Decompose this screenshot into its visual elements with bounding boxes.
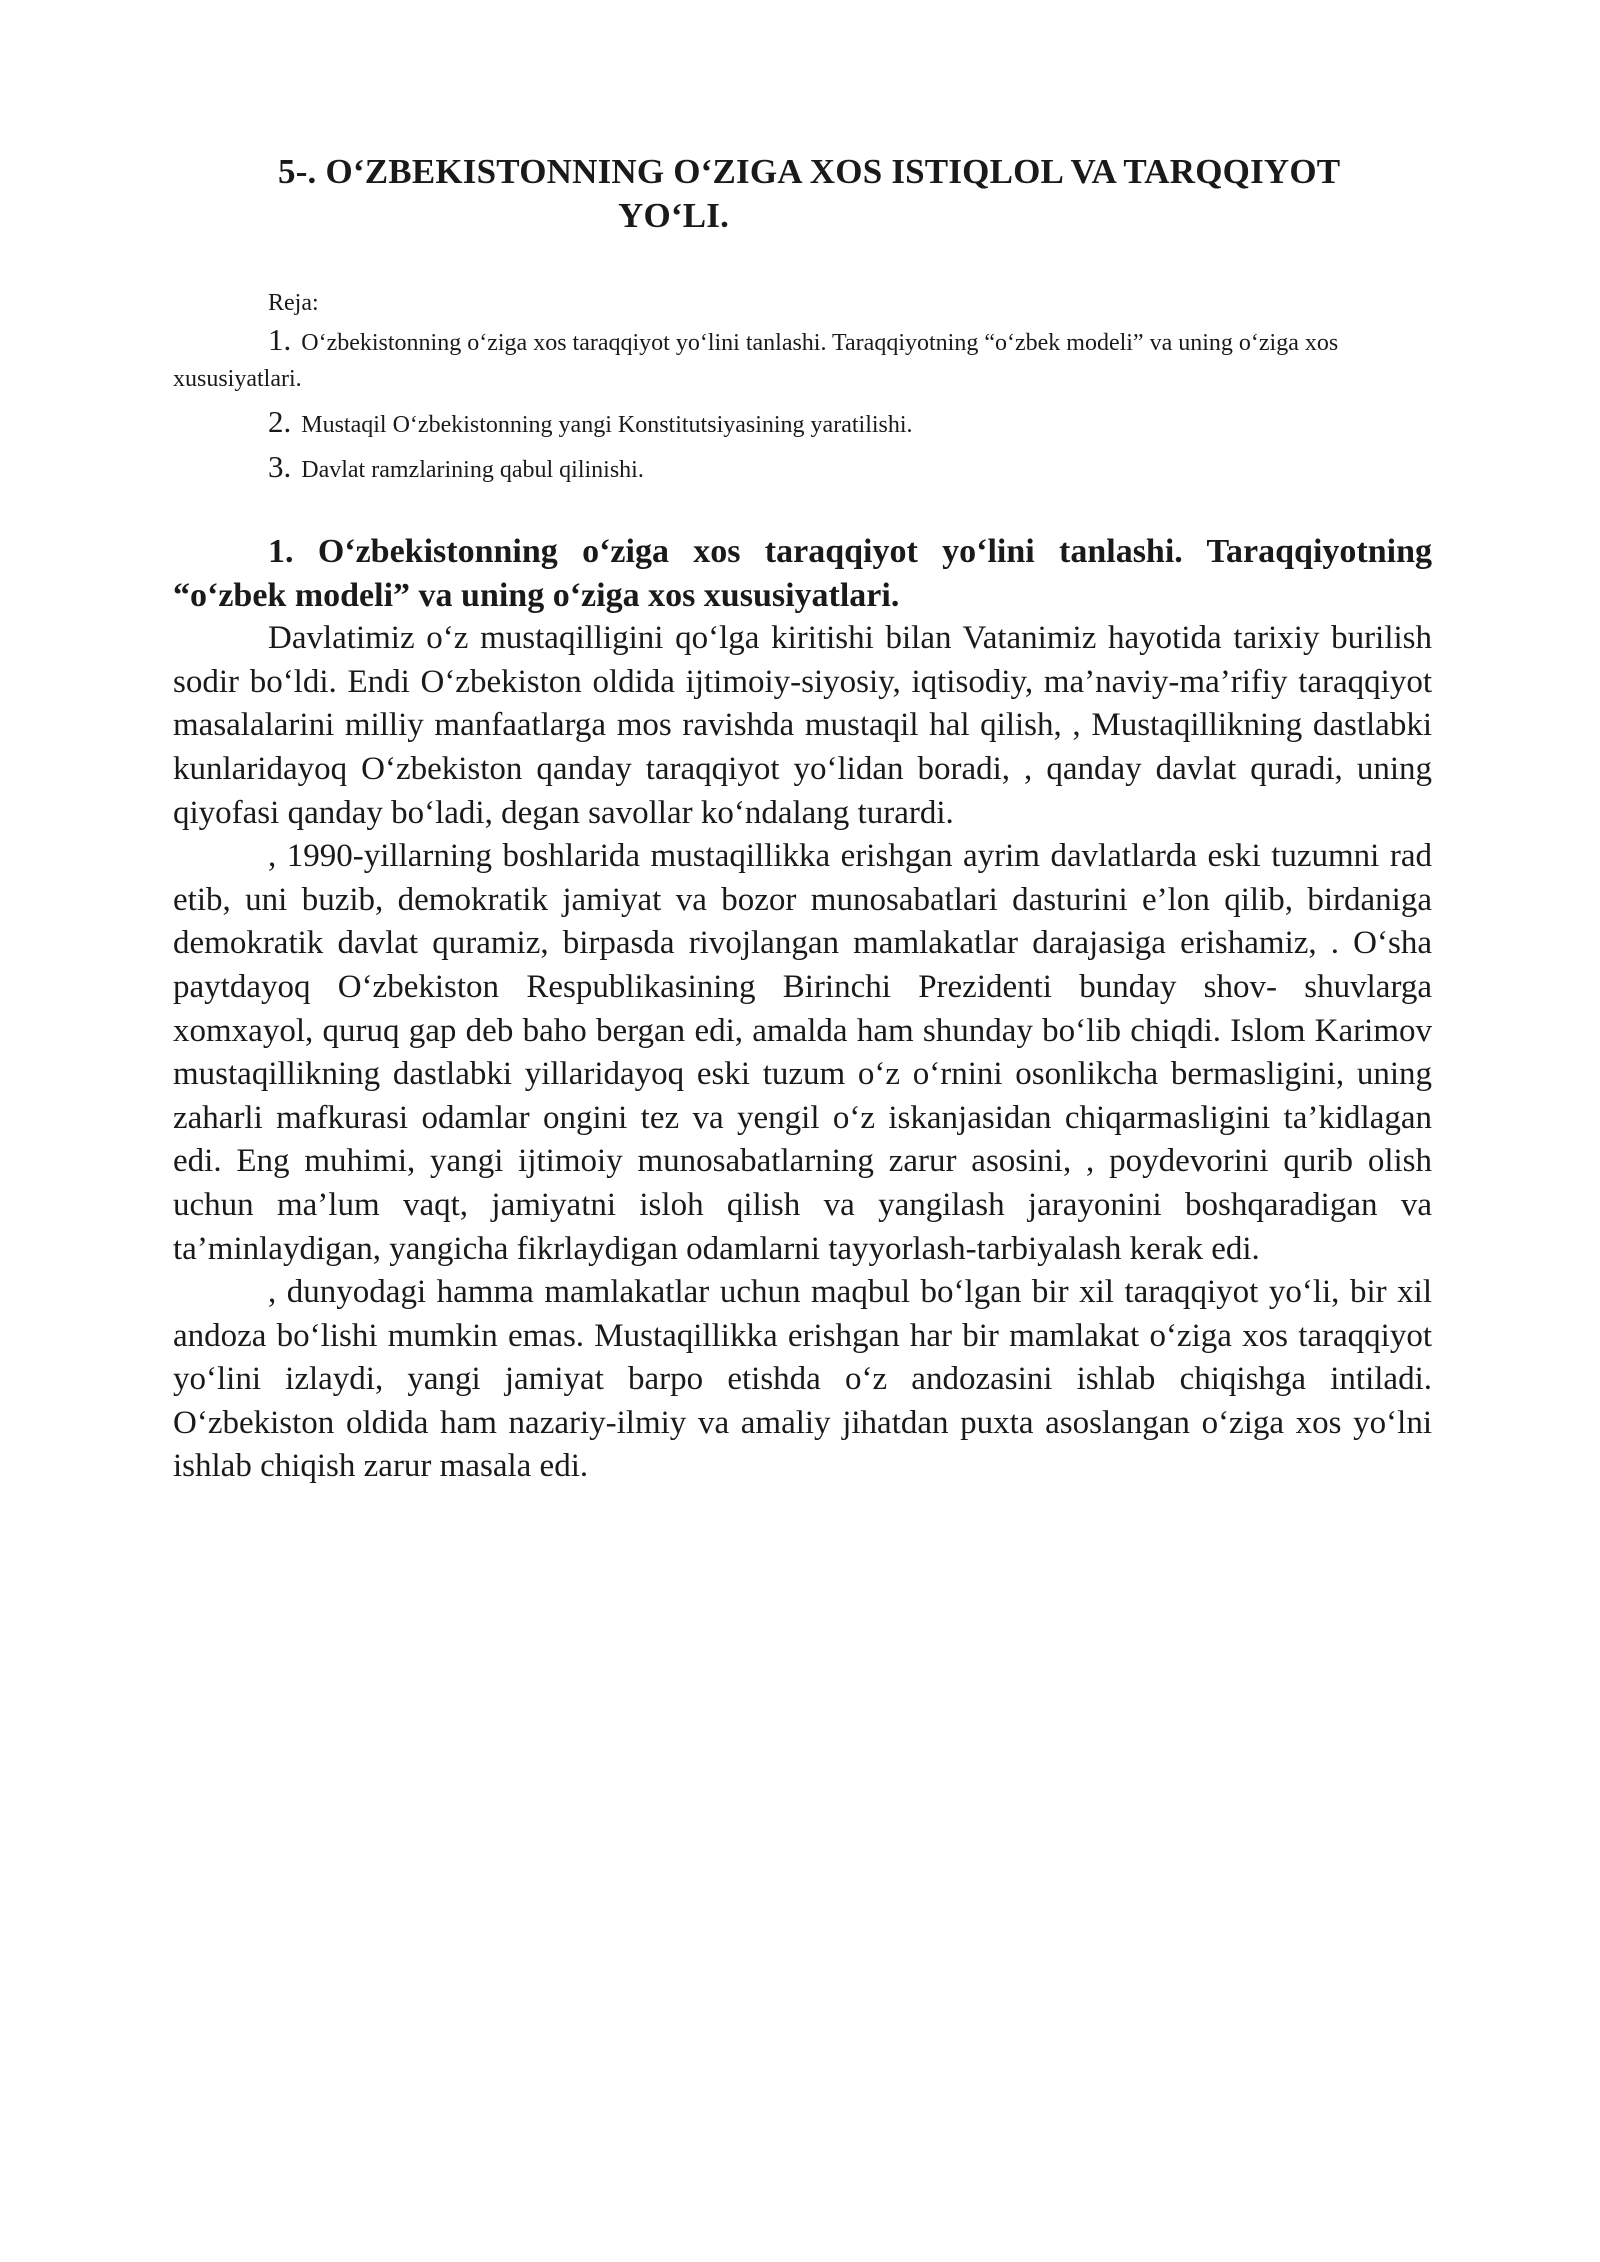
plan-item-text: Mustaqil O‘zbekistonning yangi Konstitutsiyasining yaratilishi. xyxy=(301,412,913,438)
paragraph-3: , dunyodagi hamma mamlakatlar uchun maqbul bo‘lgan bir xil taraqqiyot yo‘li, bir xil andoza bo‘lishi mumkin emas. Mustaqillikka erishgan har bir mamlakat o‘ziga xos taraqqiyot yo‘lini izlaydi, yangi jamiyat barpo etishda o‘z andozasini ishlab chiqishga intiladi. O‘zbekiston oldida ham nazariy-ilmiy va amaliy jihatdan puxta asoslangan o‘ziga xos yo‘lni ishlab chiqish zarur masala edi. xyxy=(173,1274,1432,1485)
page-title xyxy=(278,150,1458,238)
paragraph-1: Davlatimiz o‘z mustaqilligini qo‘lga kiritishi bilan Vatanimiz hayotida tarixiy burilish sodir bo‘ldi. Endi O‘zbekiston oldida ijtimoiy-siyosiy, iqtisodiy, ma’naviy-ma’rifiy taraqqiyot masalalarini milliy manfaatlarga mos ravishda mustaqil hal qilish, , Mustaqillikning dastlabki kunlaridayoq O‘zbekiston qanday taraqqiyot yo‘lidan boradi, , qanday davlat quradi, uning qiyofasi qanday bo‘ladi, degan savollar ko‘ndalang turardi. xyxy=(173,620,1432,831)
plan-label: Reja: xyxy=(268,290,319,316)
plan-item-1 xyxy=(173,322,1433,397)
plan-item-number: 3. xyxy=(268,449,292,484)
section-heading: 1. O‘zbekistonning o‘ziga xos taraqqiyot yo‘lini tanlashi. Taraqqiyotning “o‘zbek modeli” va uning o‘ziga xos xususiyatlari. xyxy=(173,533,1432,614)
title-line-1: 5-. O‘ZBEKISTONNING O‘ZIGA XOS ISTIQLOL VA TARQQIYOT xyxy=(278,152,1341,191)
plan-item-number: 2. xyxy=(268,404,292,439)
plan-item-2 xyxy=(173,405,1433,442)
plan-item-number: 1. xyxy=(268,322,292,357)
paragraph-2: , 1990-yillarning boshlarida mustaqillikka erishgan ayrim davlatlarda eski tuzumni rad etib, uni buzib, demokratik jamiyat va bozor munosabatlari dasturini e’lon qilib, birdaniga demokratik davlat quramiz, birpasda rivojlangan mamlakatlar darajasiga erishamiz, . O‘sha paytdayoq O‘zbekiston Respublikasining Birinchi Prezidenti bunday shov- shuvlarga xomxayol, quruq gap deb baho bergan edi, amalda ham shunday bo‘lib chiqdi. Islom Karimov mustaqillikning dastlabki yillaridayoq eski tuzum o‘z o‘rnini osonlikcha bermasligini, uning zaharli mafkurasi odamlar ongini tez va yengil o‘z iskanjasidan chiqarmasligini ta’kidlagan edi. Eng muhimi, yangi ijtimoiy munosabatlarning zarur asosini, , poydevorini qurib olish uchun ma’lum vaqt, jamiyatni isloh qilish va yangilash jarayonini boshqaradigan va ta’minlaydigan, yangicha fikrlaydigan odamlarni tayyorlash-tarbiyalash kerak edi. xyxy=(173,838,1432,1267)
plan-item-text: Davlat ramzlarining qabul qilinishi. xyxy=(301,457,644,483)
section-body xyxy=(173,530,1432,1489)
plan-outline xyxy=(173,286,1433,495)
title-line-2: YO‘LI. xyxy=(618,196,730,235)
plan-item-text: O‘zbekistonning o‘ziga xos taraqqiyot yo‘lini tanlashi. Taraqqiyotning “o‘zbek modeli” va uning o‘ziga xos xususiyatlari. xyxy=(173,330,1339,392)
plan-item-3 xyxy=(173,450,1433,487)
